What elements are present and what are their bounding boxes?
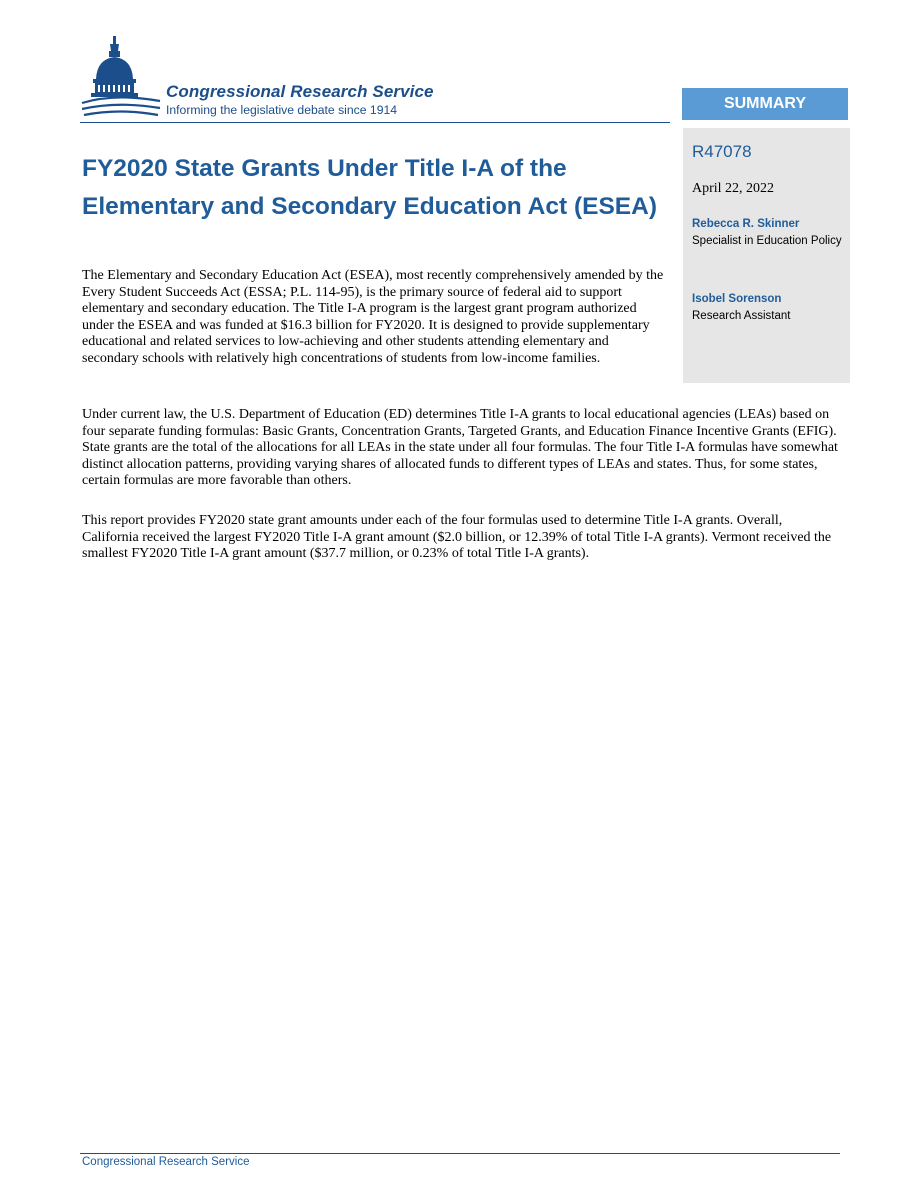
summary-sidebar	[683, 128, 850, 383]
summary-tab: SUMMARY	[682, 88, 848, 120]
header-divider	[80, 122, 670, 123]
logo-name: Congressional Research Service	[166, 82, 434, 101]
summary-paragraph: Under current law, the U.S. Department of Education (ED) determines Title I-A grants to local educational agencies (LEAs) based on four separate funding formulas: Basic Grants, Concentration Grants, Targeted Grants, and Education Finance Incentive Grants (EFIG). State grants are the total of the allocations for all LEAs in the state under all four formulas. The four Title I-A formulas have somewhat distinct allocation patterns, providing varying shares of allocated funds to different types of LEAs and states. Thus, for some states, certain formulas are more favorable than others.	[82, 407, 838, 488]
author	[692, 216, 842, 250]
footer-divider	[80, 1153, 840, 1154]
report-title: FY2020 State Grants Under Title I-A of the Elementary and Secondary Education Act (ESEA)	[82, 155, 657, 220]
author-name[interactable]: Isobel Sorenson	[692, 293, 782, 305]
capitol-dome-icon	[80, 33, 162, 121]
logo-tagline: Informing the legislative debate since 1914	[166, 103, 398, 117]
author-role: Specialist in Education Policy	[692, 235, 842, 247]
author-role: Research Assistant	[692, 310, 791, 322]
report-date: April 22, 2022	[692, 181, 775, 196]
summary-paragraph: The Elementary and Secondary Education Act (ESEA), most recently comprehensively amended by the Every Student Succeeds Act (ESSA; P.L. 114-95), is the primary source of federal aid to support elementary and secondary education. The Title I-A program is the largest grant program authorized under the ESEA and was funded at $16.3 billion for FY2020. It is designed to provide supplementary educational and related services to low-achieving and other students attending elementary and secondary schools with relatively high concentrations of students from low-income families.	[82, 268, 664, 366]
author-name[interactable]: Rebecca R. Skinner	[692, 218, 800, 230]
report-number: R47078	[692, 142, 752, 161]
crs-logo	[80, 33, 480, 123]
footer-text: Congressional Research Service	[82, 1156, 250, 1168]
author	[692, 291, 790, 325]
summary-paragraph: This report provides FY2020 state grant amounts under each of the four formulas used to determine Title I-A grants. Overall, California received the largest FY2020 Title I-A grant amount ($2.0 billion, or 12.39% of total Title I-A grants). Vermont received the smallest FY2020 Title I-A grant amount ($37.7 million, or 0.23% of total Title I-A grants).	[82, 513, 832, 561]
